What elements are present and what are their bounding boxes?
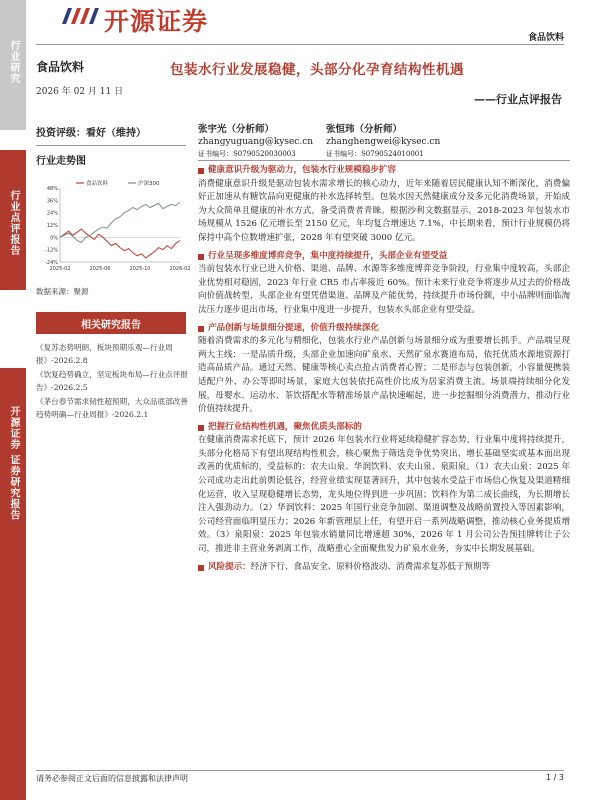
legend-label: 沪深300 [138,181,160,187]
report-subtitle: ——行业点评报告 [474,93,562,106]
brand-name: 开源证券 [104,7,209,36]
analyst-name: 张恒玮（分析师） [326,124,403,135]
risk-text: 经济下行、食品安全、原料价格波动、消费需求复苏低于预期等 [250,561,491,572]
left-column-divider [36,145,186,146]
bullet-icon [198,168,204,174]
top-category-label: 食品饮料 [527,33,564,43]
trend-heading: 行业走势图 [36,156,86,167]
y-tick-label: -12% [45,247,58,254]
section-heading: 产品创新与场景细分提速，价值升级持续深化 [198,322,570,336]
analyst-divider [198,160,570,161]
analyst-email[interactable]: zhanghengwei@kysec.cn [326,137,441,147]
report-body [198,164,570,574]
section-heading: 行业呈现多维度博弈竞争，集中度持续提升，头部企业有望受益 [198,250,570,264]
bullet-icon [198,326,204,332]
report-date: 2026 年 02 月 11 日 [36,87,124,97]
risk-heading: 风险提示： 经济下行、食品安全、原料价格波动、消费需求复苏低于预期等 [198,561,570,575]
x-tick-label: 2026-02 [169,266,191,272]
x-tick-label: 2025-02 [49,266,71,272]
sidebar-segment-brand [0,368,26,800]
page-number: 1 / 3 [546,773,564,782]
sidebar-segment-industry-research [0,0,26,130]
related-report-link[interactable]: 《茅台春节需求韧性超预期，大众品底部改善趋势明确—行业周报》-2026.2.1 [36,397,188,419]
brand-logo-icon [60,4,100,26]
sidebar-label-top: 行业研究 [8,40,19,84]
y-tick-label: 36% [46,198,58,205]
related-reports-header: 相关研究报告 [36,312,186,334]
section-heading: 健康意识升级为驱动力，包装水行业规模稳步扩容 [198,164,570,178]
sidebar-label-bottom: 开源证券 证券研究报告 [8,406,19,521]
left-sidebar-strip [0,0,26,800]
analyst-cert: 证书编号：S0790524010001 [326,150,424,158]
industry-trend-chart [36,178,191,276]
footer-disclaimer: 请务必参阅正文后面的信息披露和法律声明 [36,774,188,783]
analyst-cert: 证书编号：S0790520030003 [198,150,296,158]
related-report-link[interactable]: 《饮复趋势确立，坚定板块布局—行业点评报告》-2026.2.5 [36,370,188,392]
y-tick-label: 12% [46,223,58,229]
sidebar-label-mid: 行业点评报告 [8,190,19,256]
bullet-icon [198,565,204,571]
section-paragraph: 在健康消费需求托底下，预计 2026 年包装水行业将延续稳健扩容态势，行业集中度将持续提升，头部分化格局下有望出现结构性机会，核心聚焦于筛选竞争优势突出、增长基础坚实或基本面出现改善的优质标的，受益标的：农夫山泉、华润饮料、农夫山泉、泉阳泉。（1）农夫山泉：2025 年公司成功走出此前舆论低谷，经营业绩实现显著回升，其中包装水受益于市场信心恢复及渠道精细化运营，收入呈现稳健增长态势，龙头地位得到进一步巩固；饮料作为第二成长曲线，为长期增长注入强劲动力。（2）华润饮料：2025 年国行业竞争加剧、渠道调整及战略前置投入等因素影响，公司经营面临明显压力；2026 年新管理层上任，有望开启一系列战略调整，推动核心业务提质增效。（3）泉阳泉：2025 年包装水销量同比增速超 30%，2026 年 1 月公司公告预挂牌转让子公司，推进非主营业务剥离工作，战略重心全面聚焦发力矿泉水业务，夯实中长期发展基础。 [198,435,570,555]
related-reports-list [36,342,188,424]
sidebar-segment-report-type [0,150,26,290]
section-heading: 把握行业结构性机遇，聚焦优质头部标的 [198,421,570,435]
x-tick-label: 2025-06 [89,266,111,272]
legend-label: 食品饮料 [86,181,109,187]
section-paragraph: 当前包装水行业已进入价格、渠道、品牌、水源等多维度博弈竞争阶段，行业集中度较高，头部企业优势相对稳固，2023 年行业 CR5 市占率接近 60%。预计未来行业竞争将逐步从过去的价格战向价值战转型，头部企业有望凭借渠道、品牌及产能优势，持续提升市场份额，中小品牌则面临淘汰压力逐步退出市场，行业集中度进一步提升，包装水头部企业有望受益。 [198,264,570,315]
section-paragraph: 随着消费需求的多元化与精细化，包装水行业产品创新与场景细分成为重要增长抓手。产品端呈现两大主线：一是品质升级，头部企业加速向矿泉水、天然矿泉水赛道布局，依托优质水源地资源打造高品质产品。通过天然、健康等核心卖点抢占消费者心智；二是形态与包装创新，小容量便携装适配户外、办公等即时场景，家庭大包装依托高性价比成为居家消费主流。场景端持续细分化发展，母婴水、运动水、茶饮搭配水等精准场景产品快速崛起，进一步挖掘细分消费潜力，推动行业价值持续提升。 [198,336,570,415]
y-tick-label: 24% [46,210,58,217]
section-paragraph: 消费健康意识升级是驱动包装水需求增长的核心动力，近年来随着居民健康认知不断深化，消费偏好正加速从有糖饮品向更健康的补水选择转型。包装水因天然健康成分及多元化消费场景，开始成为大众简单且健康的补水方式，备受消费者青睐。根据沙利文数据显示，2018-2023 年包装水市场规模从 1526 亿元增长至 2150 亿元，年均复合增速达 7.1%，中长期来看，预计行业规模仍将保持中高个位数增速扩张，2028 年有望突破 3000 亿元。 [198,178,570,243]
y-tick-label: 0% [50,235,58,242]
bullet-icon [198,254,204,260]
investment-rating: 投资评级：看好（维持） [36,128,146,139]
report-title: 包装水行业发展稳健，头部分化孕育结构性机遇 [170,62,464,78]
header-divider [36,44,564,45]
related-report-link[interactable]: 《复苏态势明朗，板块预期乐观—行业周报》-2026.2.8 [36,343,173,365]
y-tick-label: -24% [45,260,58,266]
industry-category: 食品饮料 [36,60,85,74]
analyst-email[interactable]: zhangyuguang@kysec.cn [198,137,314,147]
analyst-name: 张宇光（分析师） [198,124,275,135]
y-tick-label: 48% [46,186,58,192]
analyst-card [198,124,313,160]
analyst-card [326,124,440,160]
series-line-0 [60,229,180,258]
chart-source: 数据来源：聚源 [36,287,89,296]
series-line-1 [60,202,180,242]
bullet-icon [198,425,204,431]
page-footer [36,770,564,784]
x-tick-label: 2025-10 [129,266,151,272]
